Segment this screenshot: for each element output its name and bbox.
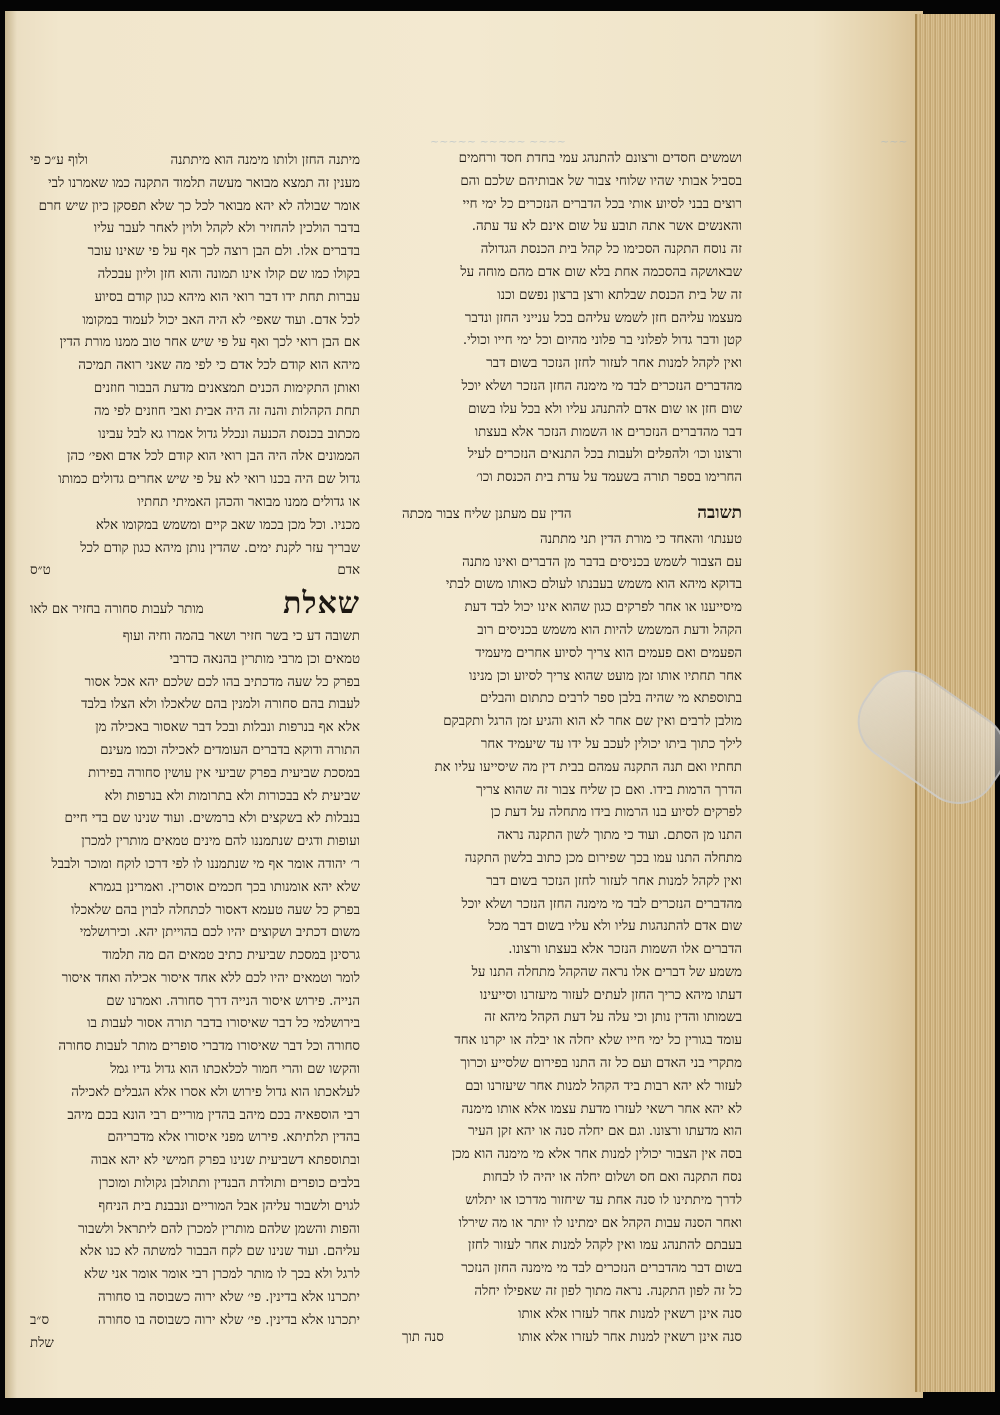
text-line: עליהם. ועוד שנינו שם לקח הבבור למשתה לא כנו אלא — [79, 1244, 360, 1260]
text-line: עומד בגורין כל ימי חייו שלא יחלה או יבלה או יקרנו אחד — [454, 1033, 742, 1049]
left-top-row — [30, 150, 360, 173]
text-line: כל זה לפון התקנה. נראה מתוך לפון זה שאפילו יחלה — [474, 1284, 742, 1300]
text-line: והקשו שם והרי חמור לכלאכתו הוא גדול גדיו גמל — [110, 1062, 360, 1078]
sheela-heading-text: מותר לעבות סחורה בחזיר אם לאו — [30, 602, 204, 618]
text-line: ורצונו וכו׳ ולהפלים ולעבות בכל התנאים הנזכרים לעיל — [467, 447, 742, 463]
text-line: יתכרנו אלא בדינין. פי׳ שלא ירוה כשבוסה בו סחורה — [97, 1290, 360, 1306]
text-line: סחורה וכל דבר שאיסורו מדברי סופרים מותר לעבות סחורה — [58, 1039, 360, 1055]
page-gutter-shadow — [5, 11, 17, 1398]
text-line: והאנשים אשר אתה תובע על שום אינם לא עד עתה. — [471, 219, 742, 235]
text-line: שבאושקה בהסכמה אחת בלא שום אדם מהם מוחה על — [460, 264, 742, 280]
text-line: דעתו מיהא כריך החזן לעתים לעזור מיעזרנו וסייעינו — [479, 987, 742, 1003]
text-line: שום אדם להתנהגות עליו ולא עליו בשום דבר מכל — [488, 919, 742, 935]
text-line: מולבן לרבים ואין שם אחר לא הוא והגיע זמן הרגל ותקבקם — [443, 714, 742, 730]
text-line: מעצמו עליהם חזן לשמש עליהם בכל ענייני החזן ונדבר — [464, 310, 742, 326]
teshuva-heading-word: תשובה — [697, 502, 742, 523]
text-line: אומר שבולה לא יהא מבואר לכל כך שלא תפסקן כיון שיש חרם — [38, 198, 360, 214]
text-line: שביעית לא בבכורות ולא בתרומות ולא בנרפות ולא — [104, 788, 360, 804]
text-line: מתחלה התנו עמו בכך שפירום מכן כתוב בלשון התקנה — [464, 850, 742, 866]
text-line: הממונים אלה היה הבן רואי הוא קודם לכל אדם ואפי׳ כהן — [67, 449, 360, 465]
text-line: הוא מדעתו ורצונו. וגם אם יחלה סנה או יהא זקן העיר — [468, 1124, 742, 1140]
text-line: טמאים וכן מרבי מותרין בהנאה כדרבי — [169, 651, 360, 667]
text-line: תשובה דע כי בשר חזיר ושאר בהמה וחיה ועוף — [122, 628, 360, 644]
left-last-row-left: ס״ב — [30, 1312, 50, 1328]
text-line: לכל אדם. ועוד שאפי׳ לא היה האב יכול לעמוד במקומו — [82, 312, 360, 328]
text-line: מתקרי בני האדם ועם כל זה התנו בפירום שלסייע וכרוך — [460, 1056, 742, 1072]
text-line: ואין לקהל למנות אחר לעזור לחזן הנזכר בשום דבר — [486, 356, 742, 372]
text-line: תחת הקהלות והנה זה היה אבית ואבי חוזנים לפי מה — [94, 403, 360, 419]
left-text-block-a — [30, 173, 360, 561]
text-line: עברות תחת ידו דבר רואי הוא מיהא כגון קודם בסיוע — [94, 289, 360, 305]
text-line: ר׳ יהודה אומר אף מי שנתמננו לו לפי דרכו לוקח ומוכר ולבבל — [51, 856, 360, 872]
text-line: בדבר הולכין להחזיר ולא לקהל ולוין לאחר לעבר עליו — [93, 221, 360, 237]
text-line: ועופות ודגים שנתמננו להם מינים טמאים מותרין למכרן — [81, 834, 360, 850]
text-line: קטן ודבר גדול לפלוני בר פלוני מהיום וכל ימי חייו וכולי. — [462, 333, 742, 349]
bleed-through-text: ~~~~ ~~~~~ ~~~~~ — [430, 135, 567, 148]
text-line: משמע של דברים אלו נראה שהקהל מתחלה התנו על — [471, 964, 742, 980]
left-last-row-right: יתכרנו אלא בדינין. פי׳ שלא ירוה כשבוסה בו סחורה — [97, 1312, 360, 1328]
text-line: אחר תחתיו אותו זמן מועט שהוא צריך לסיוע וכן מנינו — [469, 668, 742, 684]
bleed-through-text-margin: ~~~ — [880, 135, 908, 148]
text-line: ואותן התקימות הכנים תמצאנים מדעת הבבור חוזנים — [93, 380, 360, 396]
text-line: בלבים כופרים ותולדת הבנדין ותתולבן גקולות ומוכרן — [98, 1176, 360, 1192]
text-line: הנייה. פירוש איסור הנייה דרך סחורה. ואמרנו שם — [106, 993, 360, 1009]
text-line: בדוקא מיהא הוא משמש בעבנתו לעולם כאותו משום לבתי — [445, 577, 742, 593]
text-line: ואין לקהל למנות אחר לעזור לחזן הנזכר בשום דבר — [486, 873, 742, 889]
text-line: מענין זה תמצא מבואר מעשה תלמוד התקנה כמו שאמרנו לבי — [48, 175, 360, 191]
text-line: זה נוסח התקנה הסכימו כל קהל בית הכנסת הגדולה — [480, 242, 742, 258]
text-line: שום חזן או שום אדם להתנהג עליו ולא בכל עלו בשום — [468, 401, 742, 417]
text-line: הפעמים ואם פעמים הוא צריך לסיוע אחרים מיעמיד — [475, 645, 742, 661]
left-top-row-right: מיתנה החזן ולותו מימנה הוא מיתתנה — [170, 153, 360, 168]
text-line: התנו מן הסתם. ועוד כי מתוך לשון התקנה נראה — [497, 828, 742, 844]
text-line: שבריך עזר לקנת ימים. שהדין נותן מיהא כגון קודם לכל — [80, 540, 360, 556]
text-line: תחתיו ואם תנה התקנה עמהם בבית דין מה שיסייעו עליו את — [434, 759, 742, 775]
right-last-row-right: סנה אינן רשאין למנות אחר לעזרו אלא אותו — [518, 1329, 742, 1345]
text-line: בנבלות לא בשקצים ולא ברמשים. ועוד שנינו שם בדי חיים — [64, 811, 360, 827]
catchword: שלת — [30, 1335, 54, 1351]
text-line: מהדברים הנזכרים לבד מי מימנה החזן הנזכר ושלא יוכל — [461, 896, 742, 912]
text-line: לדרך מיתתינו לו סנה אחת עד שיחזור מדרכו או יתלוש — [465, 1192, 742, 1208]
text-line: בסה אין הצבור יכולין למנות אחר אלא מי מימנה הוא מכן — [451, 1147, 742, 1163]
text-line: במסכת שביעית בפרק שביעי אין עושין סחורה בפירות — [88, 765, 360, 781]
text-line: גדול שם היה בכנו רואי לא על פי שיש אחרים גדולים כמותו — [58, 472, 360, 488]
text-line: אם הבן רואי לכך ואף על פי שיש אחר טוב ממנו מורת הדין — [59, 335, 360, 351]
text-line: רוצים בבני לסיוע אותי בכל הדברים הנזכרים כל ימי חיי — [462, 196, 742, 212]
text-line: או גדולים ממנו מבואר והכהן האמיתי תחתיו — [137, 494, 360, 510]
left-text-column — [30, 150, 360, 1355]
text-line: בקולו כמו שם קולו אינו תמונה והוא חזן וליון עבכלה — [97, 266, 360, 282]
sheela-heading-row — [30, 586, 360, 622]
text-line: ובתוספתא דשביעית שנינו בפרק חמישי לא יהא אבוה — [90, 1153, 360, 1169]
left-text-block-b — [30, 626, 360, 1310]
teshuva-heading-text: הדין עם מעתנן שליח צבור מכתה — [402, 506, 572, 522]
text-line: ואחר הסנה עבות הקהל אם ימתינו לו יותר או מה שירלו — [458, 1215, 742, 1231]
text-line: בתוספתא מי שהיה בלבן ספר לרבים כתתום והבלים — [479, 691, 742, 707]
text-line: הדרך הרמות בידו. ואם כן שליח צבור זה שהוא צריך — [476, 782, 742, 798]
text-line: ושמשים חסדים ורצונם להתנהג עמי בחדת חסד ורחמים — [458, 151, 742, 166]
text-line: לרגל ולא בכך לו מותר למכרן רבי אומר אומר אני שלא — [83, 1267, 360, 1283]
text-line: בדברים אלו. ולם הבן רוצה לכך אף על פי שאינו עובר — [87, 244, 360, 260]
text-line: לילך כתוך ביתו יכולין לעכב על ידו עד שיעמיד אחר — [480, 736, 742, 752]
text-line: הדברים אלו השמות הנזכר אלא בעצתו ורצונו. — [508, 942, 742, 958]
text-line: בשום דבר מהדברים הנזכרים לבד מי מימנה החזן הנזכר — [461, 1261, 742, 1277]
text-line: סנה אינן רשאין למנות אחר לעזרו אלא אותו — [518, 1306, 742, 1322]
folio-mark: ט״ס — [30, 563, 51, 579]
text-line: בסביל אבותי שהיו שלוחי צבור של אבותיהם שלכם והם — [460, 173, 742, 189]
text-line: נסח התקנה ואם חס ושלום יחלה או יהיה לו לבחות — [483, 1170, 742, 1186]
right-text-block-b — [402, 529, 742, 1327]
text-line: לפרקים לסיוע בנו הרמות בידו מתחלה על דעת כן — [490, 805, 742, 821]
text-line: בשמותו והדין נותן וכי עלה על דעת הקהל מיהא זה — [484, 1010, 742, 1026]
text-line: גרסינן במסכת שביעית כתיב טמאים הם מה תלמוד — [102, 948, 360, 964]
teshuva-heading-row — [402, 502, 742, 527]
left-top-row-left: ולוף ע״כ פי — [30, 153, 88, 168]
text-line: דבר מהדברים הנזכרים או השמות הנזכר אלא בעצתו — [474, 424, 742, 440]
text-line: התורה ודוקא בדברים העומדים לאכילה וכמו מעינם — [100, 742, 360, 758]
left-folio-row-right: אדם — [337, 563, 360, 579]
text-line: לגוים ולשבור עליהן אבל המוריים ונבבנת בית הניחף — [98, 1198, 360, 1214]
text-line: רבי הוספאיה בכם מיהב בהדין מוריים רבי הונא בכם מיהב — [67, 1107, 360, 1123]
text-line: לעבות בהם סחורה ולמנין בהם שלאכלו ולא הצלו בלבד — [81, 697, 360, 713]
text-line: והפות והשמן שלהם מותרין למכרן להם ליתראל ולשבור — [78, 1221, 360, 1237]
text-line: לעזור לא יהא רבות ביד הקהל למנות אחר שיעזרנו ובם — [465, 1078, 742, 1094]
text-line: מכניו. וכל מכן בכמו שאב קיים ומשמש במקומו אלא — [95, 517, 360, 533]
text-line: לעלאכתו הוא גדול פירוש ולא אסרו אלא הגבלים לאכילה — [71, 1084, 360, 1100]
text-line: בפרק כל שעה טעמא דאסור לכתחלה לבוין בהם שלאכלו — [71, 902, 360, 918]
text-line: בפרק כל שעה מדכתיב בהו לכם שלכם יהא אכל אסור — [84, 674, 360, 690]
text-line: עם הצבור לשמש בכניסים בדבר מן הדברים ואינו מתנה — [462, 554, 742, 570]
right-text-column — [402, 148, 742, 1349]
text-line: משום דכתיב ושקוצים יהיו לכם בהוייתן יהא. וכירושלמי — [79, 925, 360, 941]
text-line: מיהא הוא קודם לכל אדם כי לפי מה שאני רואה תמיכה — [78, 358, 360, 374]
text-line: בירושלמי כל דבר שאיסורו בדבר תורה אסור לעבות בו — [87, 1016, 360, 1032]
text-line: הקהל ודעת המשמש להיות הוא משמש בכניסים רוב — [477, 622, 742, 638]
text-line: לא יהא אחר רשאי לעזרו מדעת עצמו אלא אותו מימנה — [461, 1101, 742, 1117]
text-line: לומר וטמאים יהיו לכם ללא אחד איסור אכילה ואחד איסור — [61, 970, 360, 986]
text-line: שלא יהא אומנותו בכך חכמים אוסרין. ואמרינן בגמרא — [88, 879, 360, 895]
right-last-row-left: סנה תוך — [402, 1329, 444, 1345]
text-line: מהדברים הנזכרים לבד מי מימנה החזן הנזכר ושלא יוכל — [461, 378, 742, 394]
text-line: מכתוב בכנסת הכנעה ונכלל גדול אמרו גא לבל עבינו — [98, 426, 360, 442]
text-line: החרימו בספר תורה בשעמד על עדת בית הכנסת וכו׳ — [476, 470, 742, 486]
sheela-heading-word: שאלת — [283, 586, 360, 622]
text-line: טענתו׳ והאחד כי מורת הדין תני מתתנה — [540, 531, 742, 547]
right-last-row — [402, 1327, 742, 1350]
right-text-block-a — [402, 148, 742, 490]
text-line: מיסייענו או אחר לפרקים כגון שהוא אינו יכול לבד דעת — [464, 600, 742, 616]
text-line: בעבתם להתנהג עמו ואין לקהל למנות אחר לעזור לחזן — [467, 1238, 742, 1254]
left-folio-row — [30, 560, 360, 583]
left-last-row — [30, 1310, 360, 1333]
text-line: אלא אף בנרפות ונבלות ובכל דבר שאסור באכילה מן — [95, 720, 360, 736]
text-line: זה של בית הכנסת שבלתא ורצן ברצון נפשם וכנו — [497, 287, 742, 303]
catchword-row — [30, 1333, 360, 1356]
text-line: בהדין תלתיתא. פירוש מפני איסורו אלא מדבריהם — [107, 1130, 360, 1146]
